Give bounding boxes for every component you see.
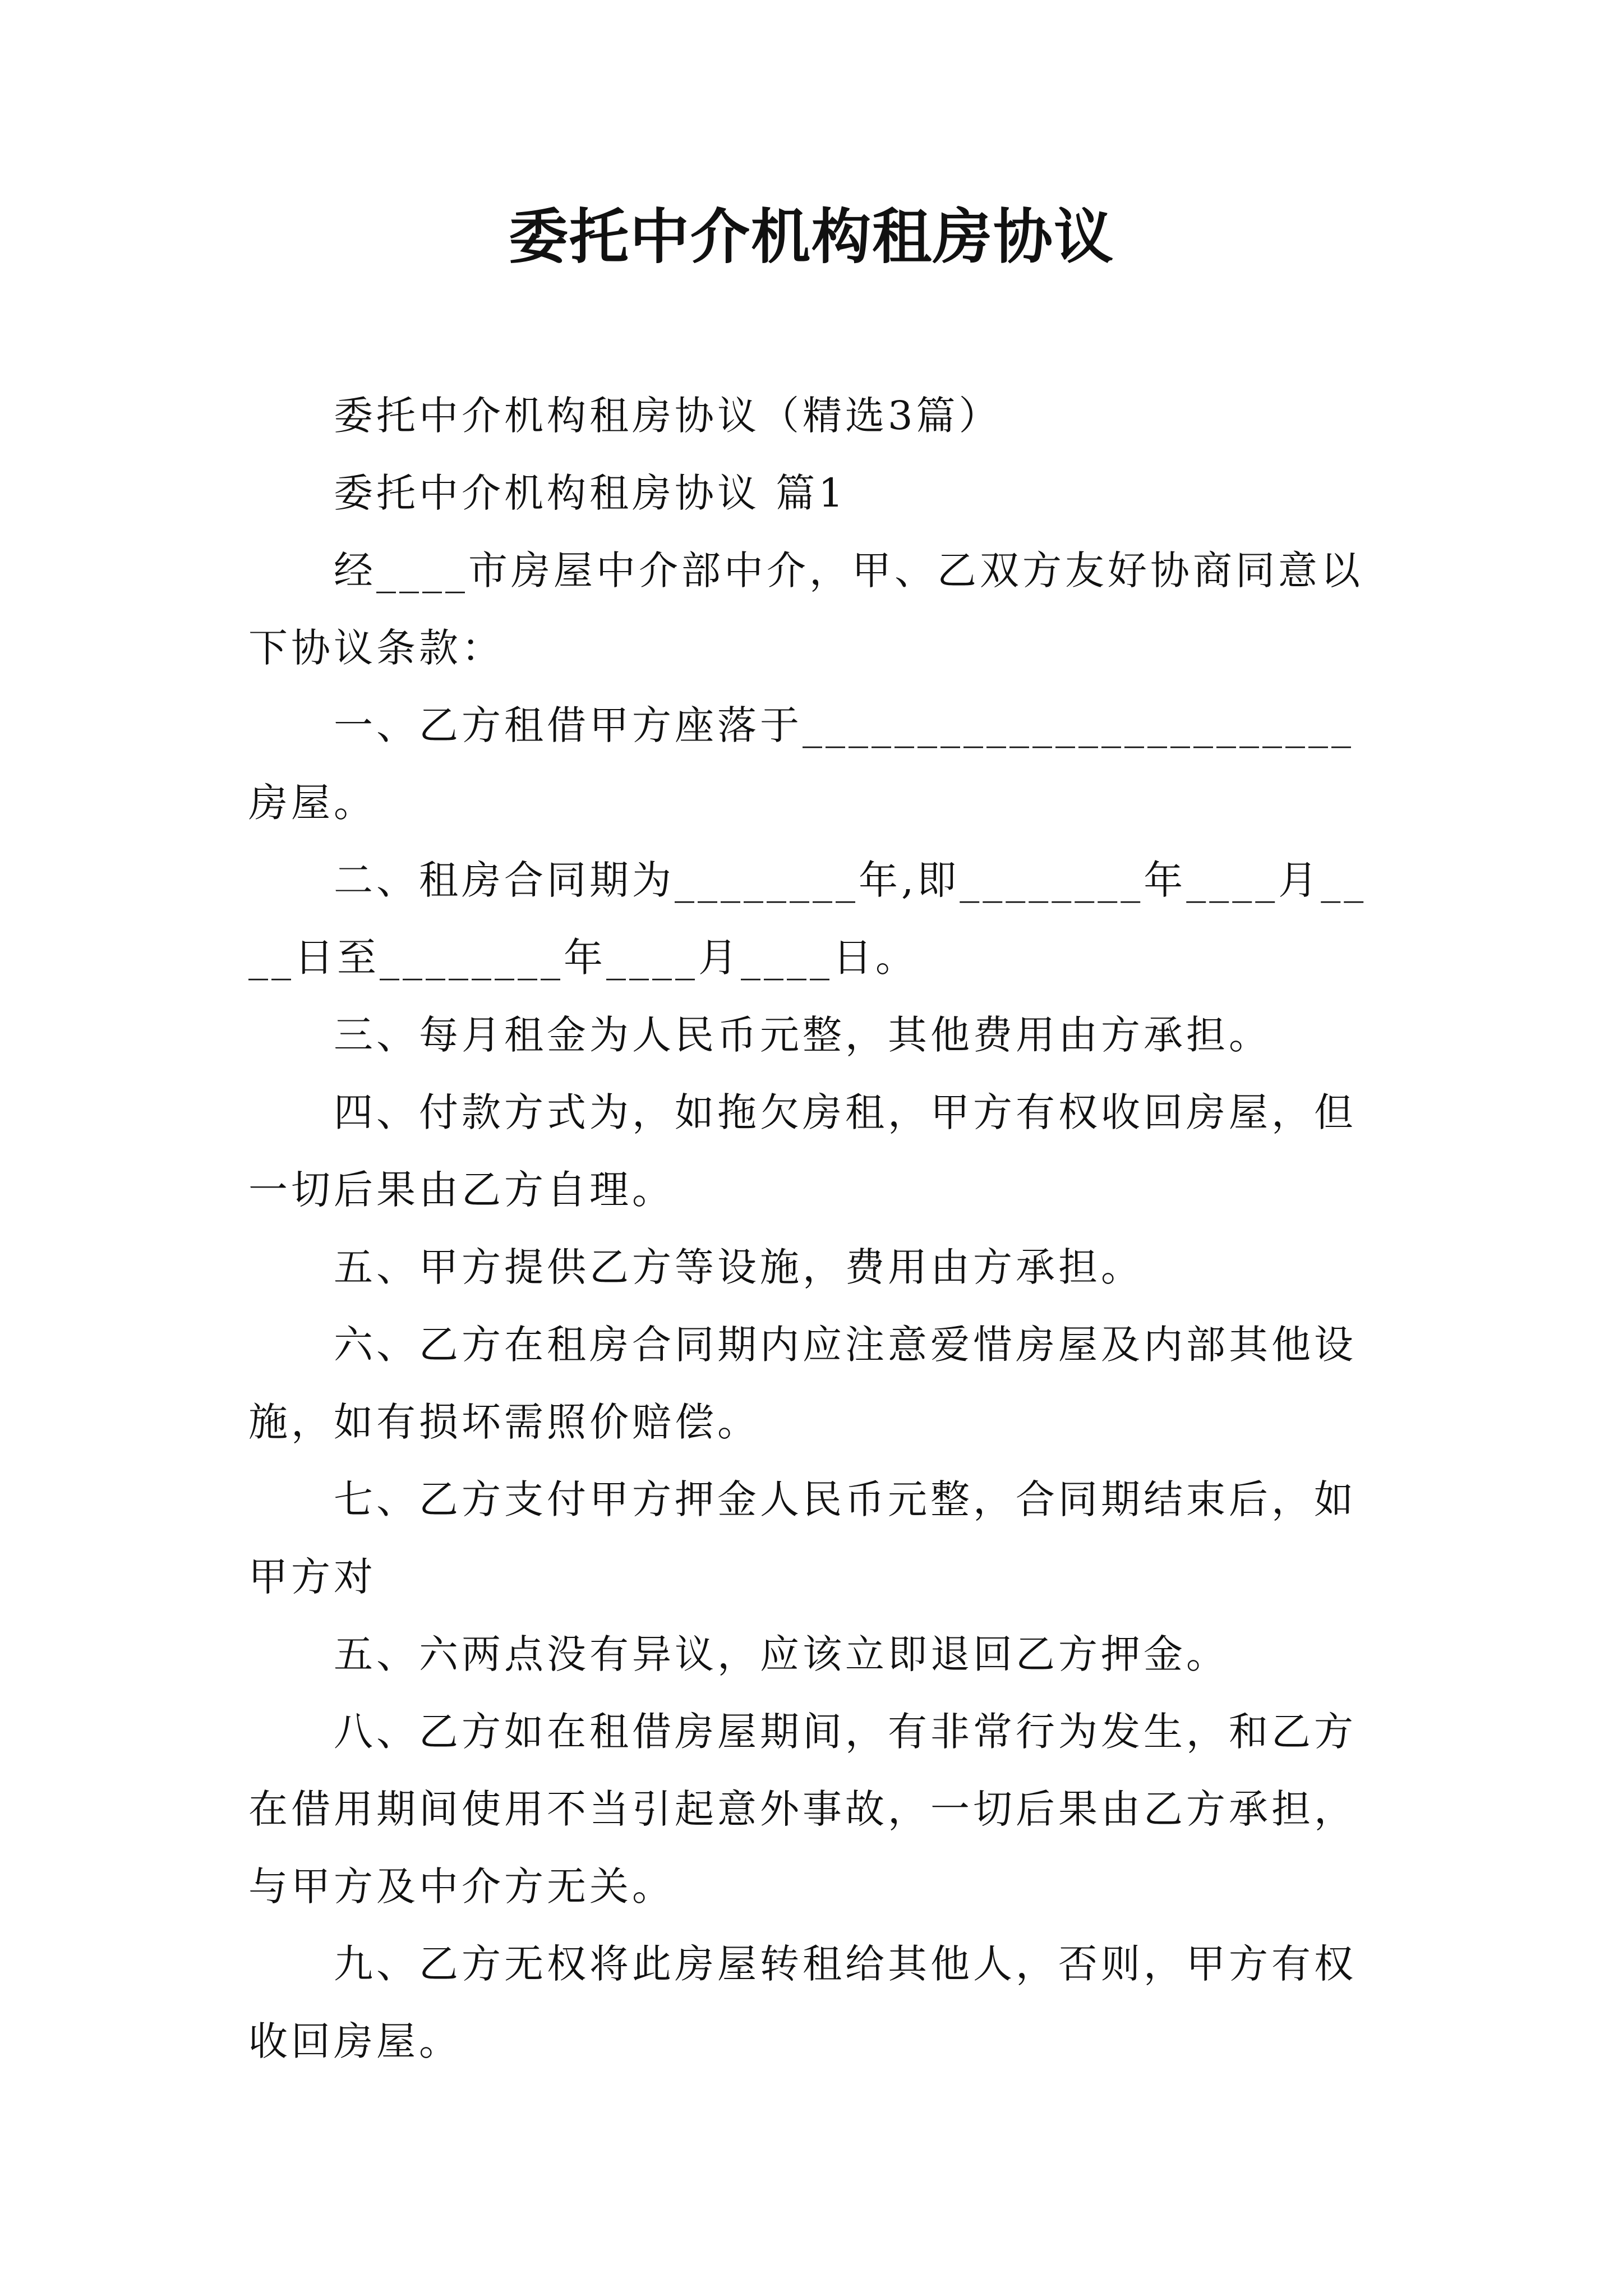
paragraph-clause-2: 二、租房合同期为________年,即________年____月____日至________年____月____日。	[248, 857, 1367, 981]
paragraph-clause-6: 六、乙方在租房合同期内应注意爱惜房屋及内部其他设施，如有损坏需照价赔偿。	[248, 1322, 1357, 1445]
paragraph-section-heading: 委托中介机构租房协议 篇1	[334, 470, 847, 516]
paragraph-clause-7: 七、乙方支付甲方押金人民币元整，合同期结束后，如甲方对	[248, 1476, 1357, 1600]
paragraph-subtitle: 委托中介机构租房协议（精选3篇）	[334, 393, 1002, 439]
paragraph-clause-4: 四、付款方式为，如拖欠房租，甲方有权收回房屋，但一切后果由乙方自理。	[248, 1089, 1357, 1213]
document-body	[248, 377, 1387, 2080]
document-title: 委托中介机构租房协议	[509, 201, 1114, 272]
paragraph-clause-3: 三、每月租金为人民币元整，其他费用由方承担。	[334, 1012, 1271, 1058]
paragraph-clause-5: 五、甲方提供乙方等设施，费用由方承担。	[334, 1244, 1144, 1290]
paragraph-intro: 经____市房屋中介部中介，甲、乙双方友好协商同意以下协议条款：	[248, 547, 1363, 671]
paragraph-clause-8: 八、乙方如在租借房屋期间，有非常行为发生，和乙方在借用期间使用不当引起意外事故，一切后果由乙方承担，与甲方及中介方无关。	[248, 1709, 1357, 1910]
paragraph-clause-1: 一、乙方租借甲方座落于________________________房屋。	[248, 702, 1354, 826]
paragraph-clause-7-continued: 五、六两点没有异议，应该立即退回乙方押金。	[334, 1631, 1229, 1677]
paragraph-clause-9: 九、乙方无权将此房屋转租给其他人，否则，甲方有权收回房屋。	[248, 1941, 1357, 2064]
